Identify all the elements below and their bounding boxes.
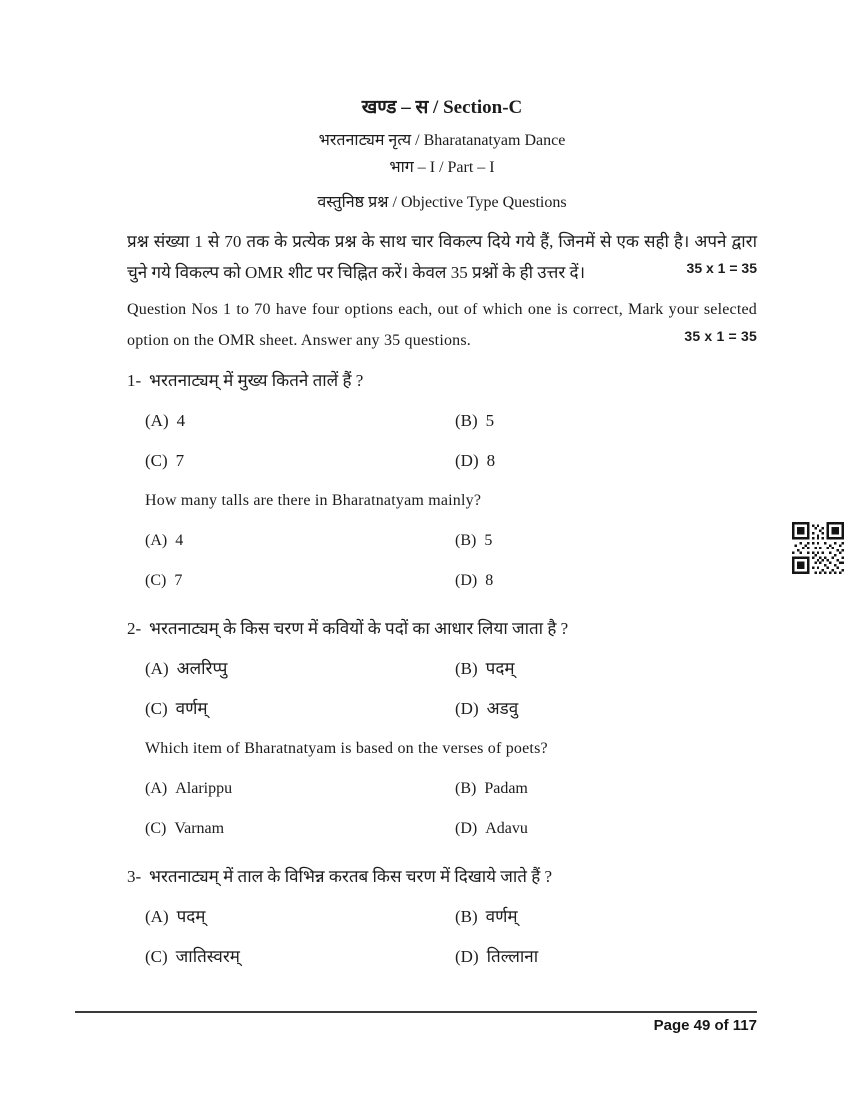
option (455, 906, 757, 928)
option-label: (C) (145, 820, 167, 837)
option-text: 7 (175, 451, 185, 470)
subject-title: भरतनाट्यम नृत्य / Bharatanatyam Dance (318, 132, 566, 149)
option-label: (D) (455, 451, 479, 470)
question-number: 2- (127, 619, 142, 638)
option-label: (C) (145, 699, 168, 718)
question-2-options-hindi (145, 658, 757, 720)
option-text: तिल्लाना (486, 947, 539, 966)
option (145, 698, 455, 720)
option-text: अलरिप्पु (176, 659, 228, 678)
question-text-english: How many talls are there in Bharatnatyam mainly? (145, 492, 482, 509)
question-1-hindi (127, 370, 757, 392)
option-label: (B) (455, 411, 478, 430)
question-2-hindi (127, 618, 757, 640)
question-text-hindi: भरतनाट्यम् में मुख्य कितने तालें हैं ? (149, 371, 364, 390)
instructions-english-text: Question Nos 1 to 70 have four options each, out of which one is correct, Mark your selected option on the OMR sheet. Answer any 35 questions. (127, 301, 757, 349)
option-label: (C) (145, 947, 168, 966)
question-1-options-english (145, 530, 757, 592)
instructions-english (127, 294, 757, 356)
question-2-options-english (145, 778, 757, 840)
option (145, 778, 455, 800)
option-text: Adavu (485, 820, 528, 837)
option (145, 530, 455, 552)
option (145, 570, 455, 592)
question-type-title: वस्तुनिष्ठ प्रश्न / Objective Type Questions (317, 194, 567, 211)
option-label: (A) (145, 532, 168, 549)
question-3-options-hindi (145, 906, 757, 968)
marks-label-english: 35 x 1 = 35 (674, 321, 757, 352)
question-1-options-hindi (145, 410, 757, 472)
part-title: भाग – I / Part – I (389, 159, 495, 176)
option-label: (D) (455, 820, 478, 837)
question-2 (127, 618, 757, 840)
option-text: अडवु (486, 699, 519, 718)
option-text: पदम् (176, 907, 206, 926)
option (145, 818, 455, 840)
option-text: पदम् (485, 659, 515, 678)
option-text: वर्णम् (175, 699, 208, 718)
marks-label-hindi: 35 x 1 = 35 (677, 253, 757, 284)
option-text: 8 (485, 572, 494, 589)
page-content (127, 96, 757, 968)
question-text-hindi: भरतनाट्यम् में ताल के विभिन्न करतब किस चरण में दिखाये जाते हैं ? (149, 867, 553, 886)
option (455, 818, 757, 840)
section-title: खण्ड – स / Section-C (361, 97, 523, 118)
option-label: (B) (455, 780, 477, 797)
option-text: वर्णम् (485, 907, 518, 926)
option-text: Alarippu (175, 780, 233, 797)
option-label: (D) (455, 947, 479, 966)
option (455, 570, 757, 592)
option (455, 530, 757, 552)
option-text: 5 (485, 411, 495, 430)
option (455, 450, 757, 472)
option (145, 906, 455, 928)
question-text-english: Which item of Bharatnatyam is based on the verses of poets? (145, 740, 548, 757)
question-3-hindi (127, 866, 757, 888)
option-label: (B) (455, 907, 478, 926)
option (145, 450, 455, 472)
page-number: Page 49 of 117 (653, 1017, 757, 1034)
option-text: 8 (486, 451, 496, 470)
option-label: (C) (145, 572, 167, 589)
question-text-hindi: भरतनाट्यम् के किस चरण में कवियों के पदों का आधार लिया जाता है ? (149, 619, 569, 638)
question-1 (127, 370, 757, 592)
option (145, 946, 455, 968)
option (145, 410, 455, 432)
option (455, 698, 757, 720)
option (455, 946, 757, 968)
option-label: (B) (455, 532, 477, 549)
option-text: Varnam (174, 820, 225, 837)
option (455, 778, 757, 800)
option-label: (D) (455, 572, 478, 589)
option-label: (C) (145, 451, 168, 470)
option-label: (B) (455, 659, 478, 678)
option (455, 658, 757, 680)
question-number: 1- (127, 371, 142, 390)
qr-code-icon (792, 522, 844, 574)
option-label: (A) (145, 907, 169, 926)
instructions-hindi-text: प्रश्न संख्या 1 से 70 तक के प्रत्येक प्रश्न के साथ चार विकल्प दिये गये हैं, जिनमें से एक सही है। अपने द्वारा चुने गये विकल्प को OMR शीट पर चिह्नित करें। केवल 35 प्रश्नों के ही उत्तर दें। (127, 232, 757, 282)
question-number: 3- (127, 867, 142, 886)
option-text: 4 (175, 532, 184, 549)
option-label: (D) (455, 699, 479, 718)
option-text: 5 (484, 532, 493, 549)
option-label: (A) (145, 411, 169, 430)
instructions-hindi (127, 226, 757, 288)
option-text: जातिस्वरम् (175, 947, 240, 966)
option-text: 7 (174, 572, 183, 589)
option (455, 410, 757, 432)
question-3 (127, 866, 757, 968)
footer-divider (75, 1011, 757, 1013)
option (145, 658, 455, 680)
option-text: Padam (484, 780, 528, 797)
option-label: (A) (145, 659, 169, 678)
option-text: 4 (176, 411, 186, 430)
option-label: (A) (145, 780, 168, 797)
